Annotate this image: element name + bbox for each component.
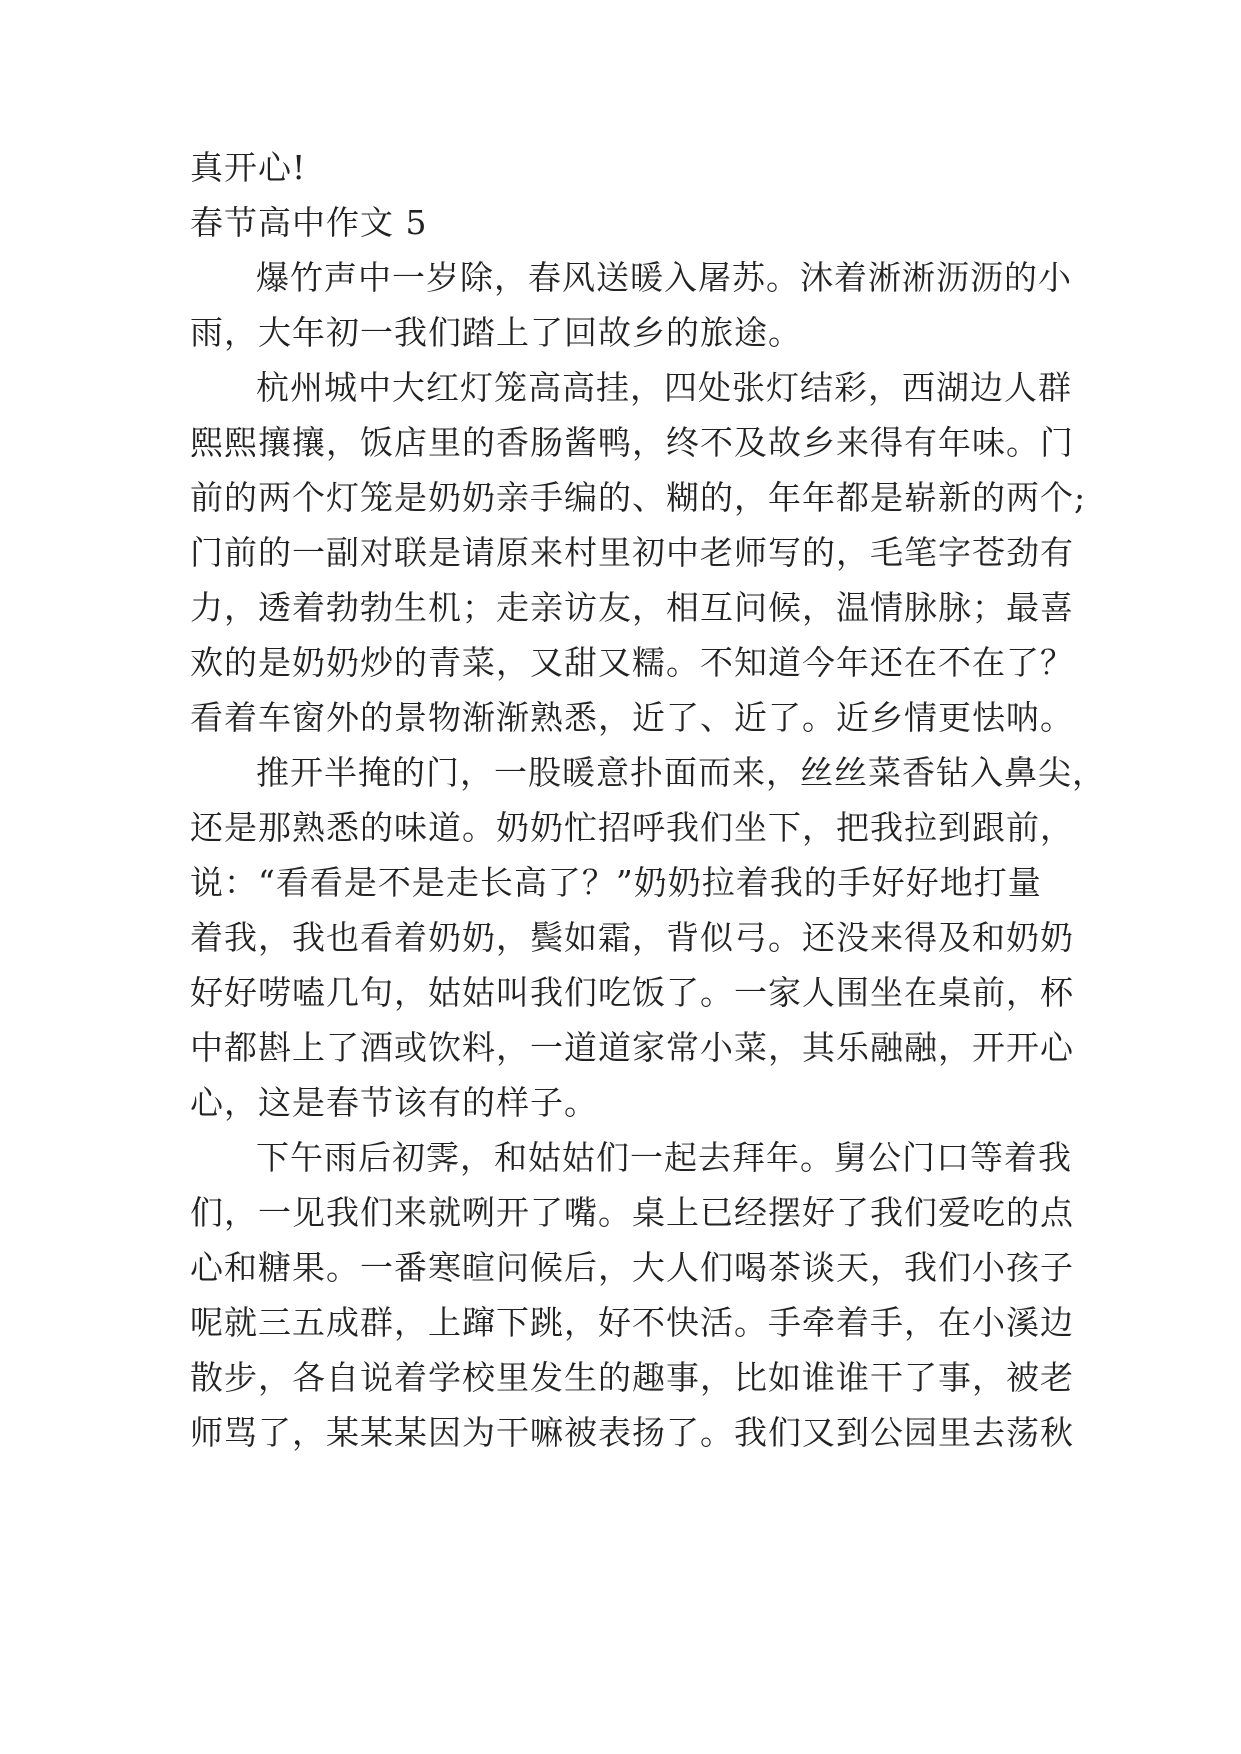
paragraph-line: 熙熙攘攘，饭店里的香肠酱鸭，终不及故乡来得有年味。门 — [190, 423, 1074, 462]
paragraph-line: 雨，大年初一我们踏上了回故乡的旅途。 — [190, 313, 802, 352]
paragraph-line: 们，一见我们来就咧开了嘴。桌上已经摆好了我们爱吃的点 — [190, 1193, 1074, 1232]
section-title: 春节高中作文 5 — [190, 203, 428, 242]
paragraph-line: 心和糖果。一番寒暄问候后，大人们喝茶谈天，我们小孩子 — [190, 1248, 1074, 1287]
paragraph-line: 推开半掩的门，一股暖意扑面而来，丝丝菜香钻入鼻尖， — [256, 753, 1106, 792]
paragraph-line: 说：“看看是不是走长高了？”奶奶拉着我的手好好地打量 — [190, 863, 1042, 902]
paragraph-line: 力，透着勃勃生机；走亲访友，相互问候，温情脉脉；最喜 — [190, 588, 1074, 627]
paragraph-line: 散步，各自说着学校里发生的趣事，比如谁谁干了事，被老 — [190, 1358, 1074, 1397]
paragraph-line: 还是那熟悉的味道。奶奶忙招呼我们坐下，把我拉到跟前， — [190, 808, 1074, 847]
paragraph-line: 呢就三五成群，上蹿下跳，好不快活。手牵着手，在小溪边 — [190, 1303, 1074, 1342]
paragraph-line: 前的两个灯笼是奶奶亲手编的、糊的，年年都是崭新的两个; — [190, 478, 1087, 517]
paragraph-line: 中都斟上了酒或饮料，一道道家常小菜，其乐融融，开开心 — [190, 1028, 1074, 1067]
paragraph-line: 欢的是奶奶炒的青菜，又甜又糯。不知道今年还在不在了？ — [190, 643, 1074, 682]
paragraph-line: 下午雨后初霁，和姑姑们一起去拜年。舅公门口等着我 — [256, 1138, 1072, 1177]
paragraph-line: 门前的一副对联是请原来村里初中老师写的，毛笔字苍劲有 — [190, 533, 1074, 572]
text-line: 真开心! — [190, 148, 307, 187]
paragraph-line: 心，这是春节该有的样子。 — [190, 1083, 598, 1122]
paragraph-line: 好好唠嗑几句，姑姑叫我们吃饭了。一家人围坐在桌前，杯 — [190, 973, 1074, 1012]
paragraph-line: 师骂了，某某某因为干嘛被表扬了。我们又到公园里去荡秋 — [190, 1413, 1074, 1452]
paragraph-line: 爆竹声中一岁除，春风送暖入屠苏。沐着淅淅沥沥的小 — [256, 258, 1072, 297]
paragraph-line: 看着车窗外的景物渐渐熟悉，近了、近了。近乡情更怯呐。 — [190, 698, 1074, 737]
paragraph-line: 杭州城中大红灯笼高高挂，四处张灯结彩，西湖边人群 — [256, 368, 1072, 407]
paragraph-line: 着我，我也看着奶奶，鬓如霜，背似弓。还没来得及和奶奶 — [190, 918, 1074, 957]
